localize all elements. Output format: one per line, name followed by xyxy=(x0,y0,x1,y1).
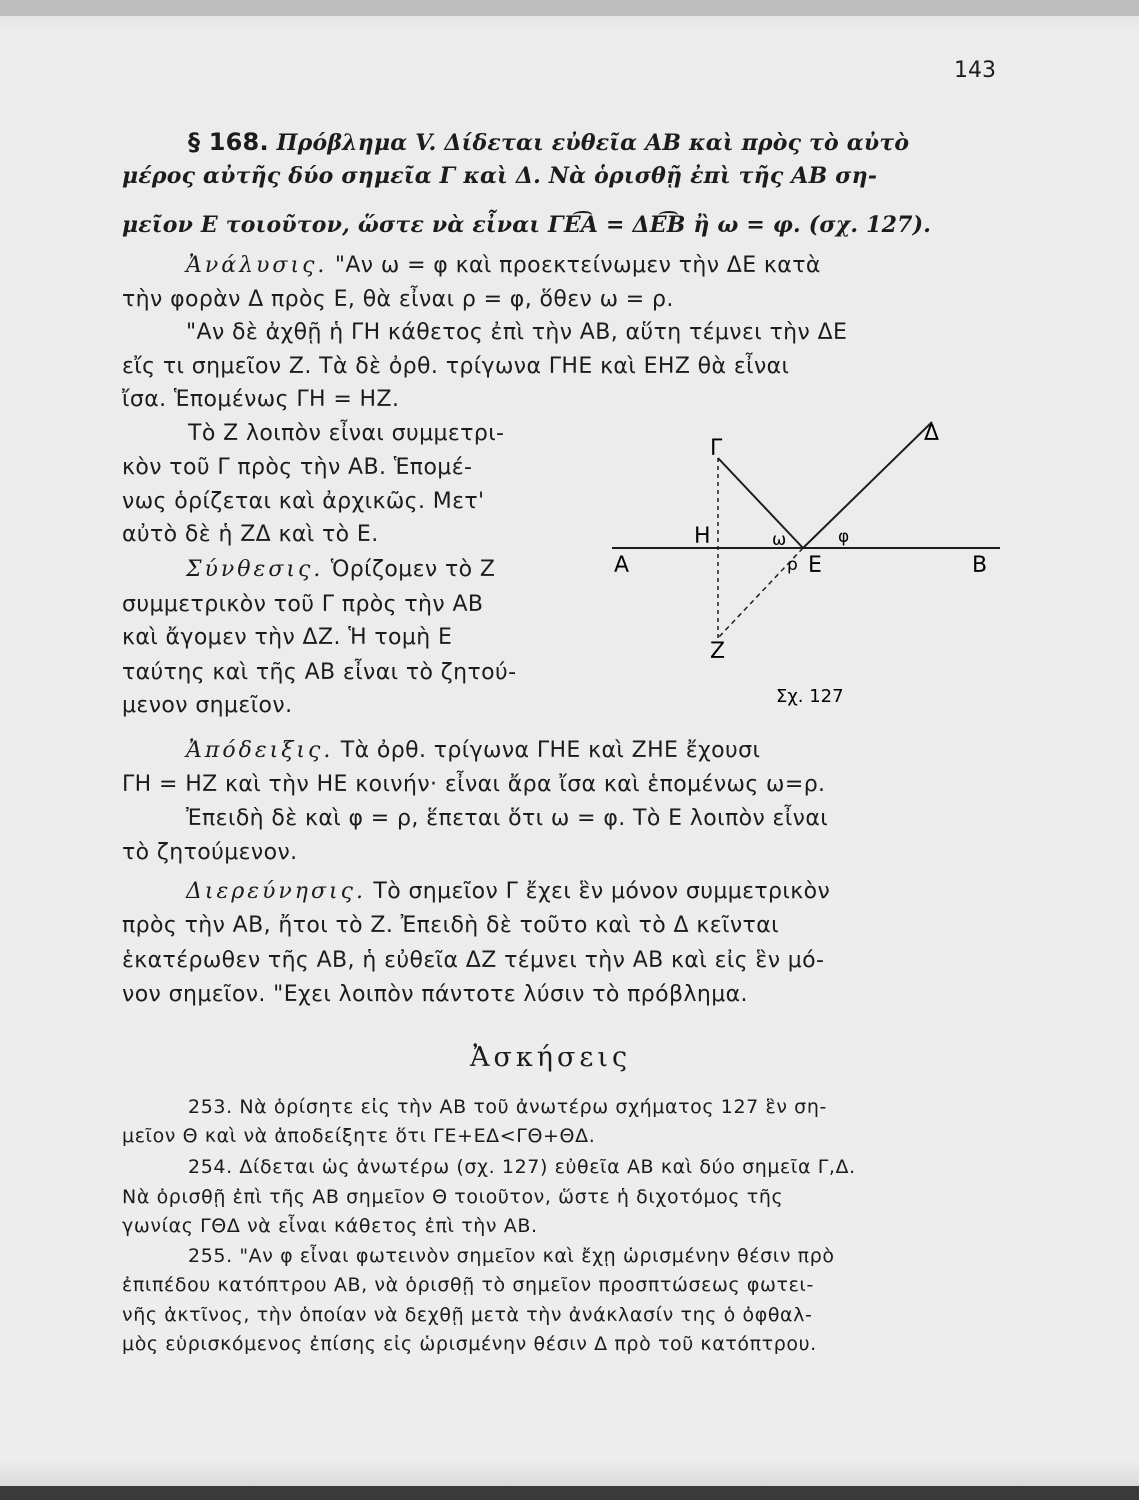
proof-line-2: ΓΗ = ΗΖ καὶ τὴν ΗΕ κοινήν· εἶναι ἄρα ἴσα καὶ ἑπομένως ω=ρ. xyxy=(122,772,826,797)
exercise-255-line-3: νῆς ἀκτῖνος, τὴν ὁποίαν νὰ δεχθῇ μετὰ τὴν ἀνάκλασίν της ὁ ὀφθαλ- xyxy=(122,1304,813,1326)
proof-line-4: τὸ ζητούμενον. xyxy=(122,840,298,865)
synthesis-line-2: συμμετρικὸν τοῦ Γ πρὸς τὴν ΑΒ xyxy=(122,592,484,617)
scan-bottom-edge xyxy=(0,1486,1139,1500)
exercise-255-line-4: μὸς εὑρισκόμενος ἐπίσης εἰς ὡρισμένην θέσιν Δ πρὸ τοῦ κατόπτρου. xyxy=(122,1333,817,1355)
analysis-line-4: εἴς τι σημεῖον Ζ. Τὰ δὲ ὀρθ. τρίγωνα ΓΗΕ καὶ ΕΗΖ θὰ εἶναι xyxy=(122,354,790,379)
label-delta: Δ xyxy=(924,421,940,446)
proof-text-1: Τὰ ὀρθ. τρίγωνα ΓΗΕ καὶ ΖΗΕ ἔχουσι xyxy=(340,738,761,763)
label-omega: ω xyxy=(772,530,787,550)
proof-line-3: Ἐπειδὴ δὲ καὶ φ = ρ, ἕπεται ὅτι ω = φ. Τὸ Ε λοιπὸν εἶναι xyxy=(186,806,829,831)
analysis-line-9: αὐτὸ δὲ ἡ ΖΔ καὶ τὸ Ε. xyxy=(122,522,379,547)
exercise-254-line-3: γωνίας ΓΘΔ νὰ εἶναι κάθετος ἐπὶ τὴν ΑΒ. xyxy=(122,1215,538,1237)
proof-line-1 xyxy=(186,738,760,763)
proof-label: Ἀπόδειξις. xyxy=(186,738,334,763)
discussion-text-1: Τὸ σημεῖον Γ ἔχει ἓν μόνον συμμετρικὸν xyxy=(373,879,831,904)
scan-top-edge xyxy=(0,0,1139,16)
label-rho: ρ xyxy=(787,555,798,575)
label-gamma: Γ xyxy=(710,436,723,461)
section-line-1 xyxy=(188,128,909,156)
label-epsilon: Ε xyxy=(808,553,822,578)
exercise-254-line-2: Νὰ ὁρισθῇ ἐπὶ τῆς ΑΒ σημεῖον Θ τοιοῦτον, ὥστε ἡ διχοτόμος τῆς xyxy=(122,1186,784,1208)
analysis-line-5: ἴσα. Ἑπομένως ΓΗ = ΗΖ. xyxy=(122,387,400,412)
exercise-255-line-1: 255. "Αν φ εἶναι φωτεινὸν σημεῖον καὶ ἔχῃ ὡρισμένην θέσιν πρὸ xyxy=(188,1245,835,1267)
figure-127 xyxy=(600,410,1020,710)
label-alpha: Α xyxy=(614,553,630,578)
exercise-253-line-1: 253. Νὰ ὁρίσητε εἰς τὴν ΑΒ τοῦ ἀνωτέρω σχήματος 127 ἓν ση- xyxy=(188,1096,827,1118)
discussion-label: Διερεύνησις. xyxy=(186,879,366,904)
analysis-line-3: "Αν δὲ ἀχθῇ ἡ ΓΗ κάθετος ἐπὶ τὴν ΑΒ, αὕτη τέμνει τὴν ΔΕ xyxy=(186,320,848,345)
analysis-line-7: κὸν τοῦ Γ πρὸς τὴν ΑΒ. Ἑπομέ- xyxy=(122,455,473,480)
synthesis-line-4: ταύτης καὶ τῆς ΑΒ εἶναι τὸ ζητού- xyxy=(122,660,517,685)
synthesis-line-3: καὶ ἄγομεν τὴν ΔΖ. Ἡ τομὴ Ε xyxy=(122,625,453,650)
exercise-254-line-1: 254. Δίδεται ὡς ἀνωτέρω (σχ. 127) εὐθεῖα ΑΒ καὶ δύο σημεῖα Γ,Δ. xyxy=(188,1156,856,1178)
figure-caption: Σχ. 127 xyxy=(776,686,844,707)
discussion-line-2: πρὸς τὴν ΑΒ, ἤτοι τὸ Ζ. Ἐπειδὴ δὲ τοῦτο καὶ τὸ Δ κεῖνται xyxy=(122,913,779,938)
discussion-line-1 xyxy=(186,879,830,904)
exercise-255-line-2: ἐπιπέδου κατόπτρου ΑΒ, νὰ ὁρισθῇ τὸ σημεῖον προσπτώσεως φωτει- xyxy=(122,1274,814,1296)
analysis-line-2: τὴν φορὰν Δ πρὸς Ε, θὰ εἶναι ρ = φ, ὅθεν ω = ρ. xyxy=(122,287,674,312)
exercise-253-line-2: μεῖον Θ καὶ νὰ ἀποδείξητε ὅτι ΓΕ+ΕΔ<ΓΘ+ΘΔ. xyxy=(122,1125,596,1147)
exercises-heading: Ἀσκήσεις xyxy=(470,1042,632,1073)
synthesis-text-1: Ὁρίζομεν τὸ Ζ xyxy=(330,557,496,582)
label-phi: φ xyxy=(838,527,850,547)
section-line-2: μέρος αὐτῆς δύο σημεῖα Γ καὶ Δ. Νὰ ὁρισθῇ ἐπὶ τῆς ΑΒ ση- xyxy=(122,163,878,189)
synthesis-label: Σύνθεσις. xyxy=(186,557,324,582)
discussion-line-3: ἑκατέρωθεν τῆς ΑΒ, ἡ εὐθεῖα ΔΖ τέμνει τὴν ΑΒ καὶ εἰς ἓν μό- xyxy=(122,948,825,973)
label-beta: Β xyxy=(972,553,988,578)
section-text-1: Πρόβλημα V. Δίδεται εὐθεῖα ΑΒ καὶ πρὸς τὸ αὐτὸ xyxy=(276,130,910,156)
analysis-text-1: "Αν ω = φ καὶ προεκτείνωμεν τὴν ΔΕ κατὰ xyxy=(334,253,821,278)
line-ge xyxy=(718,458,803,548)
analysis-line-8: νως ὁρίζεται καὶ ἀρχικῶς. Μετ' xyxy=(122,489,485,514)
section-number: § 168. xyxy=(188,128,269,156)
section-line-3: μεῖον Ε τοιοῦτον, ὥστε νὰ εἶναι ΓΕ͡Α = ΔΕ͡Β ἢ ω = φ. (σχ. 127). xyxy=(122,212,932,238)
synthesis-line-1 xyxy=(186,557,495,582)
synthesis-line-5: μενον σημεῖον. xyxy=(122,693,293,718)
label-zeta: Ζ xyxy=(710,639,726,664)
analysis-line-1 xyxy=(186,253,821,278)
label-eta: Η xyxy=(694,524,711,549)
analysis-line-6: Τὸ Ζ λοιπὸν εἶναι συμμετρι- xyxy=(188,421,505,446)
discussion-line-4: νον σημεῖον. "Εχει λοιπὸν πάντοτε λύσιν τὸ πρόβλημα. xyxy=(122,982,748,1007)
page-number: 143 xyxy=(954,58,996,83)
analysis-label: Ἀνάλυσις. xyxy=(186,253,328,278)
line-ed xyxy=(803,422,932,548)
